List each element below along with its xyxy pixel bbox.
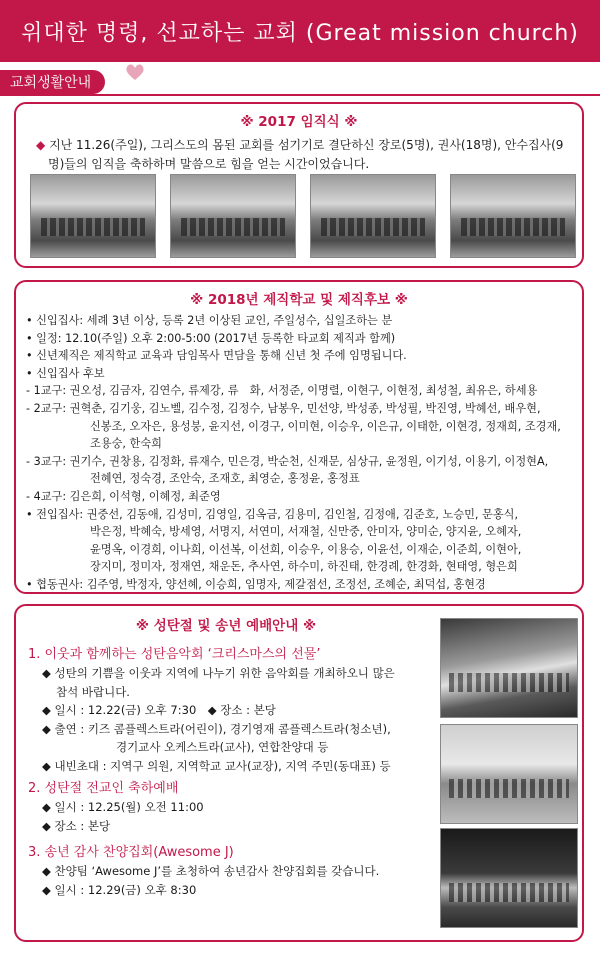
concert-cast: 경기교사 오케스트라(교사), 연합찬양대 등 xyxy=(116,740,329,754)
christmas-service-time: ◆ 일시 : 12.25(월) 오전 11:00 xyxy=(42,800,204,814)
school-line: - 4교구: 김은희, 이석형, 이혜정, 최준영 xyxy=(26,489,221,503)
choir-photo xyxy=(440,724,578,824)
school-line: 윤명옥, 이경희, 이나희, 이선복, 이선희, 이승우, 이용승, 이윤선, 이재순, 이준희, 이현아, xyxy=(90,542,522,556)
ordination-photo xyxy=(310,174,436,258)
christmas-service-place: ◆ 장소 : 본당 xyxy=(42,818,111,833)
school-line: • 전입집사: 권중선, 김동애, 김성미, 김영일, 김옥금, 김용미, 김인철, 김정애, 김준호, 노승민, 문홍식, xyxy=(26,507,519,521)
christmas-service-heading: 2. 성탄절 전교인 축하예배 xyxy=(28,781,179,796)
praise-heading: 3. 송년 감사 찬양집회(Awesome J) xyxy=(28,845,234,860)
school-line: 전혜연, 정숙경, 조안숙, 조재호, 최영순, 홍정윤, 홍정표 xyxy=(90,472,360,486)
school-line: • 신년제직은 제직학교 교육과 담임목사 면담을 통해 신년 첫 주에 임명됩니다. xyxy=(26,349,407,363)
ordination-text xyxy=(36,136,568,174)
praise-text: ◆ 찬양팀 ‘Awesome J’를 초청하여 송년감사 찬양집회를 갖습니다. xyxy=(42,864,380,878)
divider xyxy=(0,94,600,96)
concert-cast: ◆ 출연 : 키즈 콤플렉스트라(어린이), 경기영재 콤플렉스트라(청소년), xyxy=(42,721,391,736)
praise-photo xyxy=(440,828,578,928)
school-line: - 2교구: 권혁춘, 김기웅, 김노벨, 김수정, 김정수, 남봉우, 민선양, 박성종, 박성필, 박진영, 박혜선, 배우현, xyxy=(26,401,541,415)
school-line: 조용숭, 한숙희 xyxy=(90,437,162,451)
school-line: - 1교구: 권오성, 김금자, 김연수, 류제강, 류 화, 서정준, 이명렬, 이현구, 이현정, 최성철, 최유은, 하세용 xyxy=(26,384,538,398)
ordination-photo xyxy=(30,174,156,258)
ordination-photo xyxy=(450,174,576,258)
concert-heading: 1. 이웃과 함께하는 성탄음악회 ‘크리스마스의 선물’ xyxy=(28,647,321,662)
school-line: • 협동권사: 김주영, 박정자, 양선혜, 이승희, 임명자, 제갈점선, 조정선, 조혜순, 최덕섭, 홍현경 xyxy=(26,577,486,591)
concert-intro: ◆ 성탄의 기쁨을 이웃과 지역에 나누기 위한 음악회를 개최하오니 많은 xyxy=(42,666,395,680)
school-box xyxy=(14,280,584,594)
school-line: • 신입집사 후보 xyxy=(26,366,105,380)
ordination-photo xyxy=(170,174,296,258)
school-line: - 3교구: 권기수, 권창용, 김정화, 류재수, 민은경, 박순천, 신재문, 심상규, 윤정원, 이기성, 이용기, 이정현A, xyxy=(26,454,549,468)
christmas-box xyxy=(14,604,584,942)
concert-intro: 참석 바랍니다. xyxy=(56,684,130,699)
concert-section xyxy=(28,642,438,775)
christmas-title: ※ 성탄절 및 송년 예배안내 ※ xyxy=(135,618,317,634)
diamond-bullet-icon: ◆ xyxy=(36,138,46,152)
ordination-title: ※ 2017 임직식 ※ xyxy=(240,114,358,130)
school-title: ※ 2018년 제직학교 및 제직후보 ※ xyxy=(190,292,408,308)
page-banner xyxy=(0,0,600,62)
praise-section xyxy=(28,840,438,899)
christmas-service-section xyxy=(28,776,438,835)
praise-time: ◆ 일시 : 12.29(금) 오후 8:30 xyxy=(42,882,197,897)
school-line: 신봉조, 오자은, 용성붕, 윤지선, 이경구, 이미현, 이승우, 이은규, 이태한, 이현경, 정재희, 조경재, xyxy=(90,419,561,433)
school-line: 박은정, 박혜숙, 방세영, 서명지, 서연미, 서재철, 신만중, 안미자, 양미순, 양지윤, 오혜자, xyxy=(90,525,522,539)
heart-icon xyxy=(124,62,146,82)
ordination-box xyxy=(14,102,584,268)
school-line: • 일정: 12.10(주일) 오후 2:00-5:00 (2017년 등록한 타교회 제직과 함께) xyxy=(26,331,396,345)
school-line: • 신입집사: 세례 3년 이상, 등록 2년 이상된 교인, 주일성수, 십일조하는 분 xyxy=(26,314,393,327)
school-lines xyxy=(26,312,574,594)
school-line: 장지미, 정미자, 정재연, 채운돈, 추사연, 하수미, 하진태, 한경례, 한경화, 현태영, 형은희 xyxy=(90,560,518,574)
ordination-photos xyxy=(30,174,576,258)
banner-title: 위대한 명령, 선교하는 교회 (Great mission church) xyxy=(21,20,579,46)
concert-guests: ◆ 내빈초대 : 지역구 의원, 지역학교 교사(교장), 지역 주민(동대표) 등 xyxy=(42,758,391,773)
section-tag-label: 교회생활안내 xyxy=(10,75,92,91)
concert-photo xyxy=(440,618,578,718)
concert-time: ◆ 일시 : 12.22(금) 오후 7:30 ◆ 장소 : 본당 xyxy=(42,703,276,717)
section-tag xyxy=(0,70,105,94)
ordination-body: 지난 11.26(주일), 그리스도의 몸된 교회를 섬기기로 결단하신 장로(5명), 권사(18명), 안수집사(9명)들의 임직을 축하하며 말씀으로 힘을 얻는 시간이었습니다. xyxy=(48,138,564,171)
